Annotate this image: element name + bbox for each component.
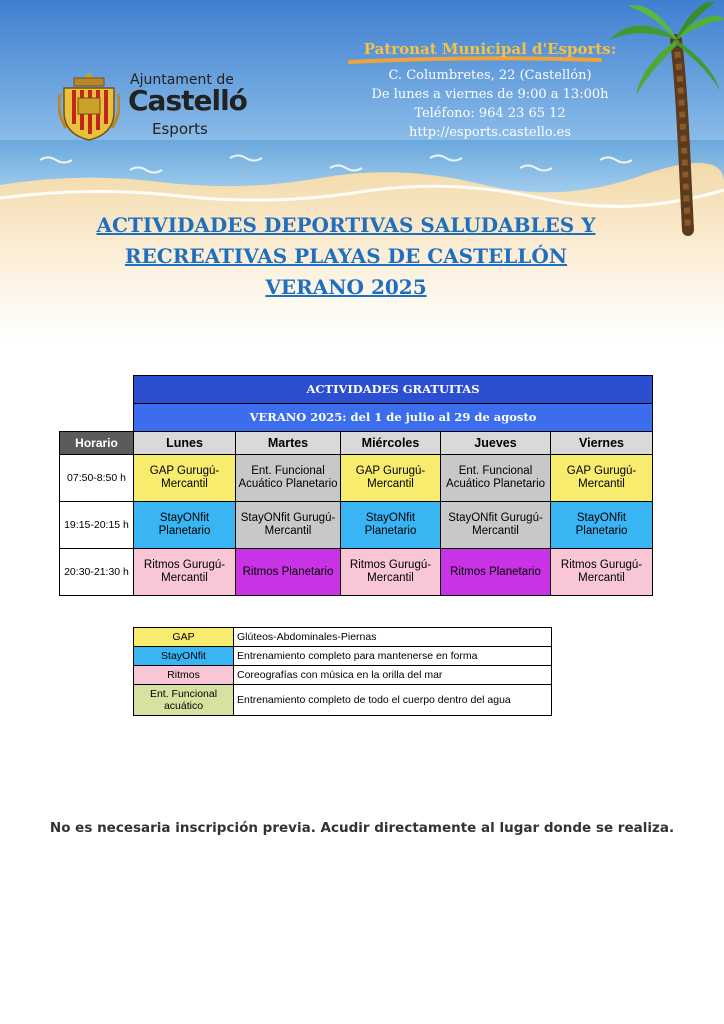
page-title [40, 210, 652, 303]
legend-row [134, 647, 552, 666]
activity-cell: StayONfit Planetario [551, 502, 653, 549]
activity-cell: GAP Gurugú-Mercantil [134, 455, 236, 502]
activity-cell: GAP Gurugú-Mercantil [341, 455, 441, 502]
logo-line-ajuntament: Ajuntament de [130, 72, 234, 88]
legend-key: GAP [134, 628, 234, 647]
activity-cell: GAP Gurugú-Mercantil [551, 455, 653, 502]
title-line-2: RECREATIVAS PLAYAS DE CASTELLÓN [124, 244, 568, 268]
blank-cell [60, 404, 134, 432]
title-line-1: ACTIVIDADES DEPORTIVAS SALUDABLES Y [96, 213, 596, 237]
activity-cell: Ent. Funcional Acuático Planetario [441, 455, 551, 502]
activity-cell: Ritmos Gurugú-Mercantil [341, 549, 441, 596]
legend-desc: Entrenamiento completo de todo el cuerpo dentro del agua [234, 685, 552, 716]
day-header: Lunes [134, 432, 236, 455]
org-phone: Teléfono: 964 23 65 12 [414, 106, 566, 121]
legend-desc: Glúteos-Abdominales-Piernas [234, 628, 552, 647]
castello-logo [58, 66, 247, 146]
activity-cell: StayONfit Planetario [341, 502, 441, 549]
title-line-3: VERANO 2025 [265, 275, 427, 299]
time-cell: 07:50-8:50 h [60, 455, 134, 502]
coat-of-arms-icon [58, 68, 120, 144]
legend-key: Ritmos [134, 666, 234, 685]
time-cell: 20:30-21:30 h [60, 549, 134, 596]
org-title: Patronat Municipal d'Esports: [363, 40, 617, 58]
horario-header: Horario [60, 432, 134, 455]
org-hours: De lunes a viernes de 9:00 a 13:00h [371, 87, 609, 102]
legend-key: Ent. Funcional acuático [134, 685, 234, 716]
org-web-link[interactable]: http://esports.castello.es [408, 125, 572, 140]
activity-cell: StayONfit Gurugú-Mercantil [236, 502, 341, 549]
day-header: Miércoles [341, 432, 441, 455]
logo-line-esports: Esports [152, 120, 208, 138]
schedule-band-title: ACTIVIDADES GRATUITAS [134, 376, 653, 404]
activity-cell: Ritmos Gurugú-Mercantil [551, 549, 653, 596]
legend-key: StayONfit [134, 647, 234, 666]
table-row [60, 502, 653, 549]
activity-cell: Ent. Funcional Acuático Planetario [236, 455, 341, 502]
activity-cell: Ritmos Planetario [236, 549, 341, 596]
activity-cell: Ritmos Gurugú-Mercantil [134, 549, 236, 596]
org-address: C. Columbretes, 22 (Castellón) [388, 68, 592, 83]
activity-cell: StayONfit Planetario [134, 502, 236, 549]
time-cell: 19:15-20:15 h [60, 502, 134, 549]
day-header: Viernes [551, 432, 653, 455]
legend-row [134, 666, 552, 685]
schedule-table [59, 375, 653, 596]
activity-cell: Ritmos Planetario [441, 549, 551, 596]
legend-row [134, 685, 552, 716]
activity-cell: StayONfit Gurugú-Mercantil [441, 502, 551, 549]
legend-table [133, 627, 552, 716]
org-info [340, 40, 640, 142]
day-header: Jueves [441, 432, 551, 455]
legend-desc: Entrenamiento completo para mantenerse en forma [234, 647, 552, 666]
logo-line-castello: Castelló [128, 84, 247, 117]
blank-cell [60, 376, 134, 404]
table-row [60, 549, 653, 596]
schedule-band-dates: VERANO 2025: del 1 de julio al 29 de agosto [134, 404, 653, 432]
day-header: Martes [236, 432, 341, 455]
registration-note: No es necesaria inscripción previa. Acudir directamente al lugar donde se realiza. [49, 820, 675, 836]
table-row [60, 455, 653, 502]
legend-row [134, 628, 552, 647]
legend-desc: Coreografías con música en la orilla del mar [234, 666, 552, 685]
